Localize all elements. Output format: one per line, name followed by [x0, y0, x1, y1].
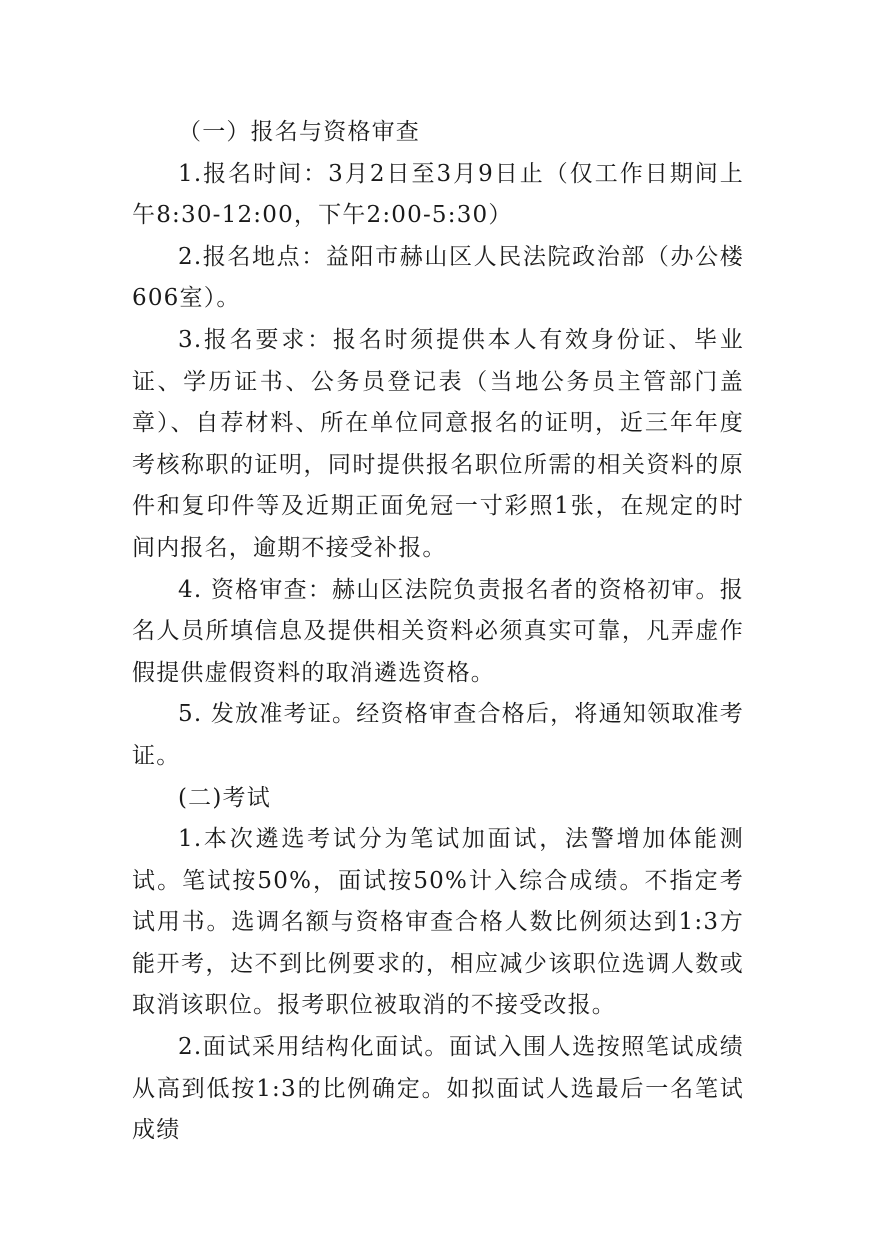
- section-heading-exam: (二)考试: [178, 784, 271, 811]
- paragraph-exam-format: 1.本次遴选考试分为笔试加面试，法警增加体能测试。笔试按50%，面试按50%计入综合成绩。不指定考试用书。选调名额与资格审查合格人数比例须达到1:3方能开考，达不到比例要求的，相应减少该职位选调人数或取消该职位。报考职位被取消的不接受改报。: [132, 826, 744, 1019]
- section-heading-registration: （一）报名与资格审查: [178, 119, 420, 145]
- paragraph-registration-location: 2.报名地点：益阳市赫山区人民法院政治部（办公楼606室）。: [132, 243, 744, 312]
- paragraph-registration-requirements: 3.报名要求：报名时须提供本人有效身份证、毕业证、学历证书、公务员登记表（当地公务员主管部门盖章）、自荐材料、所在单位同意报名的证明，近三年年度考核称职的证明，同时提供报名职位所需的相关资料的原件和复印件等及近期正面免冠一寸彩照1张，在规定的时间内报名，逾期不接受补报。: [132, 326, 744, 561]
- document-body: [132, 112, 744, 1152]
- paragraph-admission-ticket: 5. 发放准考证。经资格审查合格后，将通知领取准考证。: [132, 701, 744, 769]
- paragraph-registration-time: 1.报名时间：3月2日至3月9日止（仅工作日期间上午8:30-12:00，下午2:00-5:30）: [132, 160, 744, 229]
- paragraph-interview: 2.面试采用结构化面试。面试入围人选按照笔试成绩从高到低按1:3的比例确定。如拟面试人选最后一名笔试成绩: [132, 1034, 744, 1144]
- paragraph-qualification-review: 4. 资格审查：赫山区法院负责报名者的资格初审。报名人员所填信息及提供相关资料必须真实可靠，凡弄虚作假提供虚假资料的取消遴选资格。: [132, 576, 744, 686]
